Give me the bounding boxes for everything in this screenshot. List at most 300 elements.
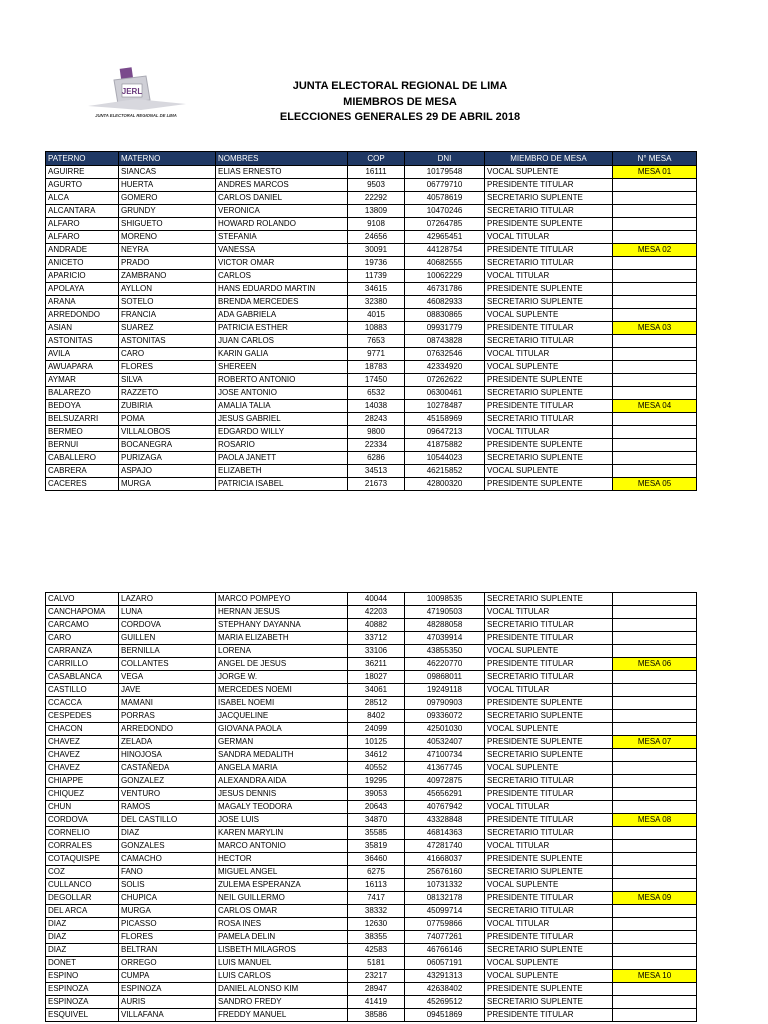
cell-materno: JAVE xyxy=(119,684,216,697)
cell-miembro: SECRETARIO TITULAR xyxy=(485,257,613,270)
cell-mesa: MESA 07 xyxy=(613,736,697,749)
cell-dni: 09931779 xyxy=(405,322,485,335)
table-row xyxy=(46,619,697,632)
cell-mesa: MESA 06 xyxy=(613,658,697,671)
cell-mesa: MESA 01 xyxy=(613,166,697,179)
cell-cop: 13809 xyxy=(348,205,405,218)
cell-paterno: ASTONITAS xyxy=(46,335,119,348)
cell-materno: BELTRAN xyxy=(119,944,216,957)
cell-nombres: MERCEDES NOEMI xyxy=(216,684,348,697)
cell-dni: 06300461 xyxy=(405,387,485,400)
cell-mesa xyxy=(613,931,697,944)
cell-nombres: CARLOS xyxy=(216,270,348,283)
cell-cop: 30091 xyxy=(348,244,405,257)
cell-dni: 07262622 xyxy=(405,374,485,387)
cell-miembro: VOCAL TITULAR xyxy=(485,801,613,814)
cell-dni: 42800320 xyxy=(405,478,485,491)
cell-nombres: PATRICIA ESTHER xyxy=(216,322,348,335)
cell-mesa xyxy=(613,944,697,957)
cell-dni: 74077261 xyxy=(405,931,485,944)
cell-miembro: PRESIDENTE TITULAR xyxy=(485,658,613,671)
col-header-nombres: NOMBRES xyxy=(216,152,348,166)
cell-dni: 10098535 xyxy=(405,593,485,606)
cell-paterno: ANICETO xyxy=(46,257,119,270)
cell-mesa xyxy=(613,853,697,866)
cell-paterno: CORNELIO xyxy=(46,827,119,840)
table-row xyxy=(46,931,697,944)
cell-materno: GONZALEZ xyxy=(119,775,216,788)
cell-mesa xyxy=(613,788,697,801)
cell-materno: HUERTA xyxy=(119,179,216,192)
cell-nombres: FREDDY MANUEL xyxy=(216,1009,348,1022)
cell-mesa: MESA 03 xyxy=(613,322,697,335)
cell-nombres: KAREN MARYLIN xyxy=(216,827,348,840)
cell-paterno: CORDOVA xyxy=(46,814,119,827)
logo-caption: JUNTA ELECTORAL REGIONAL DE LIMA xyxy=(95,113,177,118)
cell-cop: 35819 xyxy=(348,840,405,853)
cell-materno: ASTONITAS xyxy=(119,335,216,348)
cell-miembro: PRESIDENTE SUPLENTE xyxy=(485,853,613,866)
cell-paterno: DEGOLLAR xyxy=(46,892,119,905)
cell-miembro: SECRETARIO SUPLENTE xyxy=(485,296,613,309)
cell-cop: 42203 xyxy=(348,606,405,619)
cell-miembro: VOCAL SUPLENTE xyxy=(485,970,613,983)
cell-cop: 9503 xyxy=(348,179,405,192)
cell-paterno: CORRALES xyxy=(46,840,119,853)
cell-mesa xyxy=(613,775,697,788)
cell-cop: 18783 xyxy=(348,361,405,374)
cell-paterno: CABALLERO xyxy=(46,452,119,465)
cell-cop: 34612 xyxy=(348,749,405,762)
cell-miembro: VOCAL TITULAR xyxy=(485,918,613,931)
cell-paterno: COTAQUISPE xyxy=(46,853,119,866)
cell-cop: 28947 xyxy=(348,983,405,996)
cell-materno: ZELADA xyxy=(119,736,216,749)
cell-materno: SUAREZ xyxy=(119,322,216,335)
cell-nombres: HERNAN JESUS xyxy=(216,606,348,619)
cell-nombres: LUIS MANUEL xyxy=(216,957,348,970)
table-row xyxy=(46,166,697,179)
cell-mesa xyxy=(613,827,697,840)
cell-miembro: VOCAL SUPLENTE xyxy=(485,465,613,478)
cell-cop: 16113 xyxy=(348,879,405,892)
table-row xyxy=(46,970,697,983)
cell-materno: VILLAFANA xyxy=(119,1009,216,1022)
table-header-row xyxy=(46,152,697,166)
cell-miembro: VOCAL TITULAR xyxy=(485,840,613,853)
cell-materno: ESPINOZA xyxy=(119,983,216,996)
cell-cop: 9771 xyxy=(348,348,405,361)
cell-nombres: LISBETH MILAGROS xyxy=(216,944,348,957)
cell-miembro: SECRETARIO TITULAR xyxy=(485,775,613,788)
cell-dni: 45656291 xyxy=(405,788,485,801)
cell-cop: 36211 xyxy=(348,658,405,671)
cell-mesa: MESA 08 xyxy=(613,814,697,827)
table-row xyxy=(46,840,697,853)
cell-cop: 12630 xyxy=(348,918,405,931)
cell-miembro: VOCAL SUPLENTE xyxy=(485,309,613,322)
cell-cop: 22292 xyxy=(348,192,405,205)
cell-paterno: AGURTO xyxy=(46,179,119,192)
cell-dni: 07264785 xyxy=(405,218,485,231)
cell-miembro: PRESIDENTE SUPLENTE xyxy=(485,439,613,452)
cell-mesa: MESA 09 xyxy=(613,892,697,905)
cell-materno: GOMERO xyxy=(119,192,216,205)
cell-dni: 25676160 xyxy=(405,866,485,879)
cell-paterno: BALAREZO xyxy=(46,387,119,400)
cell-materno: CUMPA xyxy=(119,970,216,983)
cell-cop: 4015 xyxy=(348,309,405,322)
cell-mesa xyxy=(613,645,697,658)
cell-cop: 9800 xyxy=(348,426,405,439)
cell-dni: 45158969 xyxy=(405,413,485,426)
cell-nombres: SHEREEN xyxy=(216,361,348,374)
table-row xyxy=(46,684,697,697)
table-row xyxy=(46,296,697,309)
cell-dni: 47281740 xyxy=(405,840,485,853)
cell-miembro: PRESIDENTE TITULAR xyxy=(485,892,613,905)
cell-paterno: BELSUZARRI xyxy=(46,413,119,426)
cell-miembro: SECRETARIO TITULAR xyxy=(485,619,613,632)
cell-nombres: JESUS GABRIEL xyxy=(216,413,348,426)
table-row xyxy=(46,335,697,348)
cell-paterno: ESPINOZA xyxy=(46,983,119,996)
cell-nombres: ISABEL NOEMI xyxy=(216,697,348,710)
cell-mesa xyxy=(613,619,697,632)
cell-nombres: HANS EDUARDO MARTIN xyxy=(216,283,348,296)
cell-miembro: VOCAL SUPLENTE xyxy=(485,879,613,892)
table-row xyxy=(46,231,697,244)
cell-nombres: MARCO POMPEYO xyxy=(216,593,348,606)
cell-mesa xyxy=(613,957,697,970)
cell-materno: SOTELO xyxy=(119,296,216,309)
cell-paterno: CARCAMO xyxy=(46,619,119,632)
table-row xyxy=(46,736,697,749)
cell-materno: SHIGUETO xyxy=(119,218,216,231)
cell-materno: MAMANI xyxy=(119,697,216,710)
table-row xyxy=(46,322,697,335)
cell-materno: SIANCAS xyxy=(119,166,216,179)
cell-paterno: ARREDONDO xyxy=(46,309,119,322)
table-row xyxy=(46,944,697,957)
cell-cop: 6532 xyxy=(348,387,405,400)
cell-nombres: EDGARDO WILLY xyxy=(216,426,348,439)
cell-cop: 7653 xyxy=(348,335,405,348)
cell-dni: 46731786 xyxy=(405,283,485,296)
cell-nombres: ELIZABETH xyxy=(216,465,348,478)
cell-materno: MORENO xyxy=(119,231,216,244)
cell-mesa xyxy=(613,840,697,853)
cell-dni: 45269512 xyxy=(405,996,485,1009)
cell-paterno: BERNUI xyxy=(46,439,119,452)
cell-paterno: CACERES xyxy=(46,478,119,491)
cell-paterno: CASABLANCA xyxy=(46,671,119,684)
cell-nombres: ROBERTO ANTONIO xyxy=(216,374,348,387)
cell-cop: 14038 xyxy=(348,400,405,413)
cell-materno: FLORES xyxy=(119,931,216,944)
table-row xyxy=(46,283,697,296)
cell-mesa xyxy=(613,283,697,296)
cell-materno: CHUPICA xyxy=(119,892,216,905)
table-row xyxy=(46,671,697,684)
table-row xyxy=(46,775,697,788)
cell-dni: 42334920 xyxy=(405,361,485,374)
cell-nombres: NEIL GUILLERMO xyxy=(216,892,348,905)
cell-paterno: APOLAYA xyxy=(46,283,119,296)
logo-letters: JERL xyxy=(121,87,143,96)
table-row xyxy=(46,1009,697,1022)
cell-nombres: GERMAN xyxy=(216,736,348,749)
cell-paterno: AWUAPARA xyxy=(46,361,119,374)
cell-paterno: CABRERA xyxy=(46,465,119,478)
cell-mesa xyxy=(613,905,697,918)
cell-dni: 09868011 xyxy=(405,671,485,684)
cell-nombres: CARLOS OMAR xyxy=(216,905,348,918)
cell-paterno: CALVO xyxy=(46,593,119,606)
cell-paterno: DONET xyxy=(46,957,119,970)
cell-dni: 47190503 xyxy=(405,606,485,619)
cell-miembro: VOCAL SUPLENTE xyxy=(485,723,613,736)
cell-paterno: ESPINOZA xyxy=(46,996,119,1009)
cell-cop: 28512 xyxy=(348,697,405,710)
table-row xyxy=(46,632,697,645)
cell-nombres: PAMELA DELIN xyxy=(216,931,348,944)
table-row xyxy=(46,270,697,283)
cell-nombres: MARIA ELIZABETH xyxy=(216,632,348,645)
cell-nombres: ELIAS ERNESTO xyxy=(216,166,348,179)
cell-mesa xyxy=(613,335,697,348)
cell-dni: 40767942 xyxy=(405,801,485,814)
cell-nombres: MAGALY TEODORA xyxy=(216,801,348,814)
cell-paterno: DIAZ xyxy=(46,931,119,944)
cell-cop: 38332 xyxy=(348,905,405,918)
cell-materno: ASPAJO xyxy=(119,465,216,478)
cell-cop: 28243 xyxy=(348,413,405,426)
cell-miembro: PRESIDENTE TITULAR xyxy=(485,244,613,257)
cell-cop: 40044 xyxy=(348,593,405,606)
cell-mesa xyxy=(613,632,697,645)
col-header-materno: MATERNO xyxy=(119,152,216,166)
cell-dni: 08830865 xyxy=(405,309,485,322)
cell-paterno: ARANA xyxy=(46,296,119,309)
cell-miembro: SECRETARIO TITULAR xyxy=(485,827,613,840)
cell-mesa xyxy=(613,270,697,283)
cell-mesa xyxy=(613,452,697,465)
cell-nombres: LUIS CARLOS xyxy=(216,970,348,983)
table-row xyxy=(46,749,697,762)
table-row xyxy=(46,361,697,374)
cell-nombres: SANDRA MEDALITH xyxy=(216,749,348,762)
cell-dni: 10470246 xyxy=(405,205,485,218)
cell-miembro: VOCAL TITULAR xyxy=(485,270,613,283)
cell-mesa xyxy=(613,348,697,361)
cell-paterno: ALCA xyxy=(46,192,119,205)
cell-paterno: ESPINO xyxy=(46,970,119,983)
table-row xyxy=(46,387,697,400)
cell-miembro: SECRETARIO SUPLENTE xyxy=(485,749,613,762)
cell-cop: 34061 xyxy=(348,684,405,697)
cell-miembro: PRESIDENTE SUPLENTE xyxy=(485,283,613,296)
cell-cop: 18027 xyxy=(348,671,405,684)
cell-miembro: PRESIDENTE TITULAR xyxy=(485,1009,613,1022)
cell-materno: LUNA xyxy=(119,606,216,619)
cell-dni: 06057191 xyxy=(405,957,485,970)
table-row xyxy=(46,439,697,452)
cell-nombres: ROSA INES xyxy=(216,918,348,931)
cell-dni: 09647213 xyxy=(405,426,485,439)
cell-miembro: SECRETARIO SUPLENTE xyxy=(485,710,613,723)
cell-paterno: CHIAPPE xyxy=(46,775,119,788)
cell-materno: MURGA xyxy=(119,905,216,918)
cell-miembro: VOCAL SUPLENTE xyxy=(485,166,613,179)
col-header-dni: DNI xyxy=(405,152,485,166)
cell-materno: COLLANTES xyxy=(119,658,216,671)
cell-cop: 33712 xyxy=(348,632,405,645)
cell-paterno: COZ xyxy=(46,866,119,879)
cell-mesa xyxy=(613,387,697,400)
cell-cop: 10883 xyxy=(348,322,405,335)
cell-dni: 43328848 xyxy=(405,814,485,827)
cell-paterno: CHAVEZ xyxy=(46,736,119,749)
cell-paterno: ALFARO xyxy=(46,231,119,244)
cell-mesa xyxy=(613,465,697,478)
cell-materno: VILLALOBOS xyxy=(119,426,216,439)
table-row xyxy=(46,606,697,619)
cell-cop: 8402 xyxy=(348,710,405,723)
title-line-2: MIEMBROS DE MESA xyxy=(343,95,457,108)
cell-nombres: ANGEL DE JESUS xyxy=(216,658,348,671)
cell-nombres: JOSE ANTONIO xyxy=(216,387,348,400)
cell-nombres: DANIEL ALONSO KIM xyxy=(216,983,348,996)
cell-nombres: MARCO ANTONIO xyxy=(216,840,348,853)
table-row xyxy=(46,827,697,840)
cell-dni: 10731332 xyxy=(405,879,485,892)
cell-materno: ZAMBRANO xyxy=(119,270,216,283)
cell-mesa xyxy=(613,866,697,879)
cell-miembro: VOCAL SUPLENTE xyxy=(485,361,613,374)
cell-cop: 19736 xyxy=(348,257,405,270)
cell-miembro: VOCAL TITULAR xyxy=(485,606,613,619)
cell-nombres: PAOLA JANETT xyxy=(216,452,348,465)
cell-cop: 19295 xyxy=(348,775,405,788)
cell-paterno: ASIAN xyxy=(46,322,119,335)
cell-dni: 41668037 xyxy=(405,853,485,866)
cell-paterno: CASTILLO xyxy=(46,684,119,697)
table-row xyxy=(46,853,697,866)
cell-paterno: CHIQUEZ xyxy=(46,788,119,801)
cell-cop: 24099 xyxy=(348,723,405,736)
cell-mesa xyxy=(613,374,697,387)
table-row xyxy=(46,983,697,996)
cell-dni: 07632546 xyxy=(405,348,485,361)
cell-materno: BOCANEGRA xyxy=(119,439,216,452)
table-row xyxy=(46,710,697,723)
cell-dni: 43855350 xyxy=(405,645,485,658)
cell-paterno: ANDRADE xyxy=(46,244,119,257)
cell-materno: PRADO xyxy=(119,257,216,270)
cell-dni: 10278487 xyxy=(405,400,485,413)
cell-materno: ZUBIRIA xyxy=(119,400,216,413)
cell-materno: ARREDONDO xyxy=(119,723,216,736)
cell-dni: 46082933 xyxy=(405,296,485,309)
cell-miembro: SECRETARIO SUPLENTE xyxy=(485,996,613,1009)
cell-nombres: JORGE W. xyxy=(216,671,348,684)
cell-nombres: VERONICA xyxy=(216,205,348,218)
table-row xyxy=(46,918,697,931)
title-line-3: ELECCIONES GENERALES 29 DE ABRIL 2018 xyxy=(279,111,521,123)
cell-mesa: MESA 04 xyxy=(613,400,697,413)
cell-mesa xyxy=(613,749,697,762)
cell-materno: GRUNDY xyxy=(119,205,216,218)
cell-nombres: HOWARD ROLANDO xyxy=(216,218,348,231)
cell-paterno: CARRILLO xyxy=(46,658,119,671)
cell-materno: FLORES xyxy=(119,361,216,374)
table-row xyxy=(46,452,697,465)
table-row xyxy=(46,593,697,606)
cell-dni: 47039914 xyxy=(405,632,485,645)
cell-materno: ORREGO xyxy=(119,957,216,970)
cell-nombres: ALEXANDRA AIDA xyxy=(216,775,348,788)
cell-cop: 40552 xyxy=(348,762,405,775)
cell-materno: MURGA xyxy=(119,478,216,491)
col-header-paterno: PATERNO xyxy=(46,152,119,166)
cell-nombres: BRENDA MERCEDES xyxy=(216,296,348,309)
cell-nombres: CARLOS DANIEL xyxy=(216,192,348,205)
cell-cop: 34870 xyxy=(348,814,405,827)
cell-miembro: PRESIDENTE SUPLENTE xyxy=(485,697,613,710)
table-row xyxy=(46,413,697,426)
cell-cop: 41419 xyxy=(348,996,405,1009)
cell-nombres: PATRICIA ISABEL xyxy=(216,478,348,491)
cell-dni: 08743828 xyxy=(405,335,485,348)
cell-materno: CORDOVA xyxy=(119,619,216,632)
cell-mesa xyxy=(613,801,697,814)
cell-cop: 39053 xyxy=(348,788,405,801)
cell-dni: 40972875 xyxy=(405,775,485,788)
cell-miembro: PRESIDENTE SUPLENTE xyxy=(485,218,613,231)
cell-dni: 42638402 xyxy=(405,983,485,996)
title-line-1: JUNTA ELECTORAL REGIONAL DE LIMA xyxy=(292,80,508,92)
cell-cop: 34615 xyxy=(348,283,405,296)
cell-dni: 09790903 xyxy=(405,697,485,710)
cell-dni: 40682555 xyxy=(405,257,485,270)
cell-materno: LAZARO xyxy=(119,593,216,606)
table-row xyxy=(46,801,697,814)
cell-dni: 40578619 xyxy=(405,192,485,205)
cell-miembro: SECRETARIO SUPLENTE xyxy=(485,452,613,465)
cell-mesa xyxy=(613,309,697,322)
cell-materno: SOLIS xyxy=(119,879,216,892)
cell-miembro: VOCAL TITULAR xyxy=(485,426,613,439)
cell-paterno: CHACON xyxy=(46,723,119,736)
cell-dni: 08132178 xyxy=(405,892,485,905)
cell-cop: 16111 xyxy=(348,166,405,179)
table-row xyxy=(46,957,697,970)
cell-mesa: MESA 02 xyxy=(613,244,697,257)
cell-mesa xyxy=(613,671,697,684)
cell-mesa xyxy=(613,710,697,723)
cell-mesa xyxy=(613,296,697,309)
members-table-1 xyxy=(45,151,697,491)
table-row xyxy=(46,814,697,827)
cell-miembro: VOCAL SUPLENTE xyxy=(485,957,613,970)
cell-miembro: SECRETARIO TITULAR xyxy=(485,335,613,348)
cell-materno: RAMOS xyxy=(119,801,216,814)
table-row xyxy=(46,218,697,231)
cell-dni: 10062229 xyxy=(405,270,485,283)
cell-cop: 24656 xyxy=(348,231,405,244)
table-row xyxy=(46,645,697,658)
